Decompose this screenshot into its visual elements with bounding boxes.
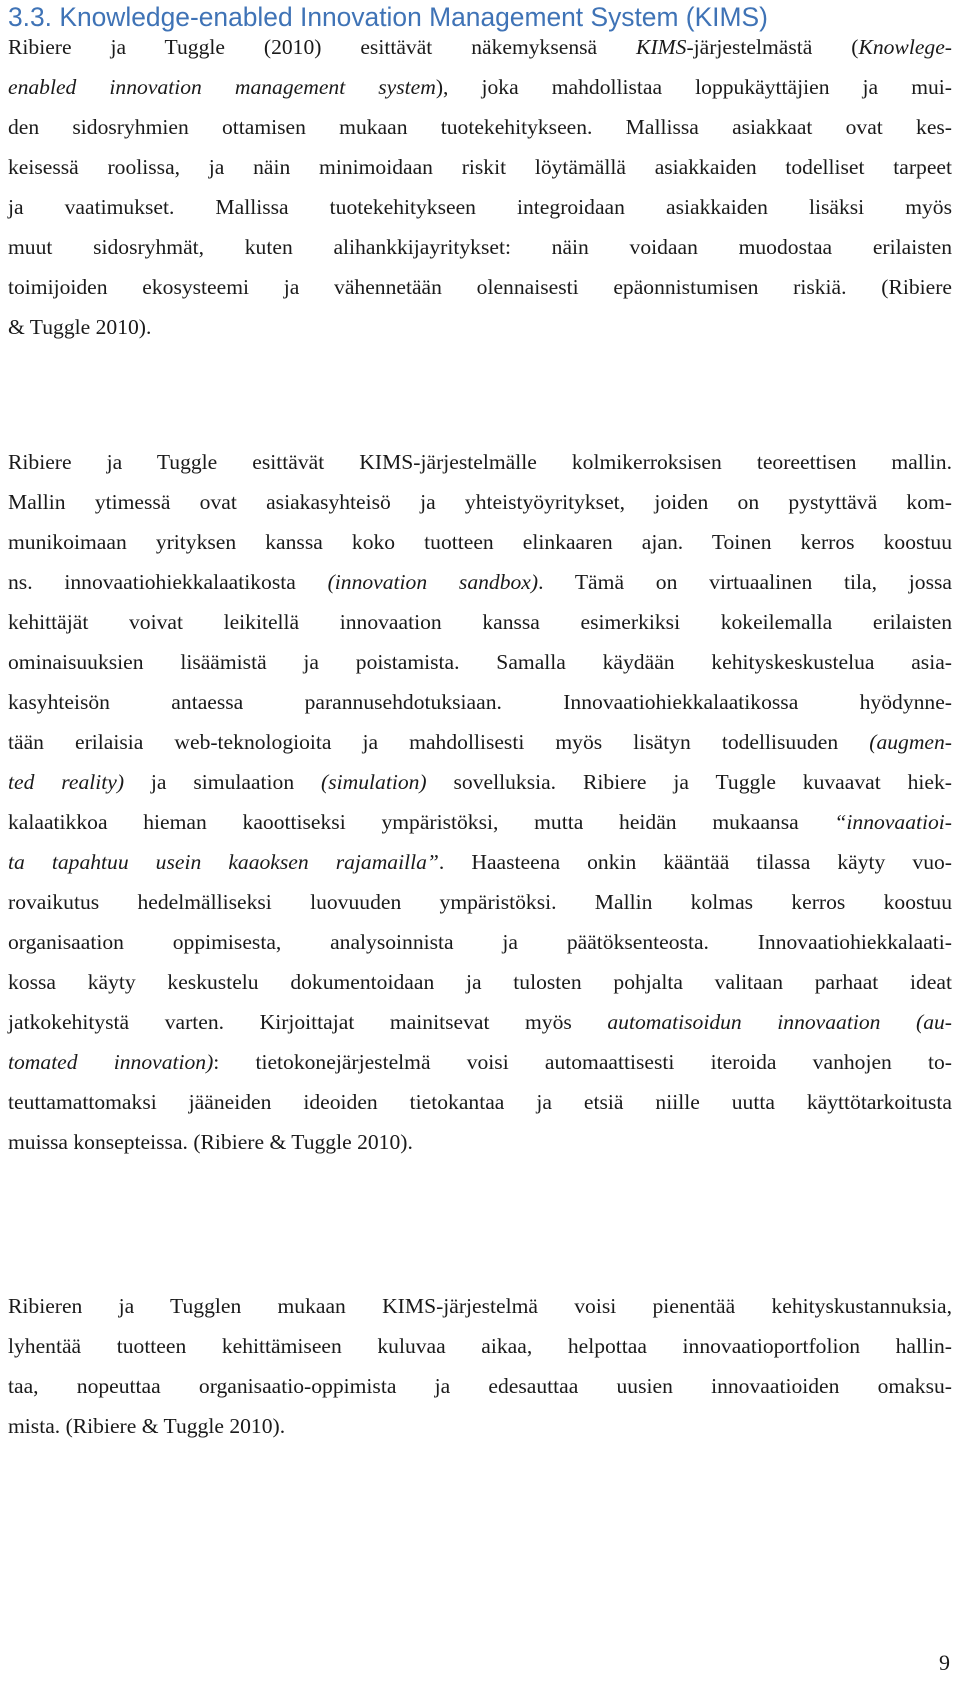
text-line (8, 442, 952, 482)
paragraph-kims-benefits (8, 1286, 952, 1446)
text-line (8, 762, 952, 802)
text-segment: organisaation oppimisesta, analysoinnista ja päätöksenteosta. Innovaatiohiekkalaati- (8, 930, 952, 954)
text-segment: muut sidosryhmät, kuten alihankkijayritykset: näin voidaan muodostaa erilaisten (8, 235, 952, 259)
text-line (8, 922, 952, 962)
text-segment: sovelluksia. Ribiere ja Tuggle kuvaavat hiek- (426, 770, 952, 794)
text-segment: keisessä roolissa, ja näin minimoidaan riskit löytämällä asiakkaiden todelliset tarpeet (8, 155, 952, 179)
text-segment: kehittäjät voivat leikitellä innovaation kanssa esimerkiksi kokeilemalla erilaisten (8, 610, 952, 634)
text-segment: Mallin ytimessä ovat asiakasyhteisö ja yhteistyöyritykset, joiden on pystyttävä kom- (8, 490, 952, 514)
text-segment: lyhentää tuotteen kehittämiseen kuluvaa aikaa, helpottaa innovaatioportfolion hallin- (8, 1334, 952, 1358)
text-line (8, 682, 952, 722)
page-number: 9 (939, 1650, 950, 1675)
text-line (8, 522, 952, 562)
text-segment: toimijoiden ekosysteemi ja vähennetään olennaisesti epäonnistumisen riskiä. (Ribiere (8, 275, 952, 299)
text-line (8, 1406, 952, 1446)
italic-term: ted reality) (8, 770, 125, 794)
text-line (8, 1326, 952, 1366)
text-line (8, 1366, 952, 1406)
text-line (8, 802, 952, 842)
italic-term: (simulation) (321, 770, 427, 794)
text-line (8, 1286, 952, 1326)
text-segment: rovaikutus hedelmälliseksi luovuuden ympäristöksi. Mallin kolmas kerros koostuu (8, 890, 952, 914)
text-line (8, 147, 952, 187)
text-segment: taa, nopeuttaa organisaatio-oppimista ja edesauttaa uusien innovaatioiden omaksu- (8, 1374, 952, 1398)
text-segment: ja simulaation (124, 770, 322, 794)
text-segment: Ribiere ja Tuggle (2010) esittävät näkemyksensä (8, 35, 637, 59)
text-line (8, 962, 952, 1002)
text-line (8, 482, 952, 522)
italic-term: “innovaatioi- (834, 810, 952, 834)
text-segment: kasyhteisön antaessa parannusehdotuksiaan. Innovaatiohiekkalaatikossa hyödynne- (8, 690, 952, 714)
text-segment: tään erilaisia web-teknologioita ja mahdollisesti myös lisätyn todellisuuden (8, 730, 870, 754)
text-segment: muissa konsepteissa. (Ribiere & Tuggle 2010). (8, 1130, 413, 1154)
paragraph-kims-intro (8, 27, 952, 347)
italic-term: tomated innovation) (8, 1050, 214, 1074)
text-segment: Ribieren ja Tugglen mukaan KIMS-järjestelmä voisi pienentää kehityskustannuksia, (8, 1294, 952, 1318)
text-segment: . Haasteena onkin kääntää tilassa käyty vuo- (438, 850, 952, 874)
italic-term: Knowlege- (858, 35, 952, 59)
text-segment: . Tämä on virtuaalinen tila, jossa (538, 570, 952, 594)
text-segment: ), joka mahdollistaa loppukäyttäjien ja mui- (435, 75, 952, 99)
italic-term: enabled innovation management system (8, 75, 436, 99)
text-line (8, 642, 952, 682)
text-segment: ja vaatimukset. Mallissa tuotekehitykseen integroidaan asiakkaiden lisäksi myös (8, 195, 952, 219)
text-line (8, 267, 952, 307)
text-segment: ns. innovaatiohiekkalaatikosta (8, 570, 328, 594)
italic-term: automatisoidun innovaation (au- (607, 1010, 952, 1034)
text-line (8, 1122, 952, 1162)
text-line (8, 107, 952, 147)
text-segment: Ribiere ja Tuggle esittävät KIMS-järjestelmälle kolmikerroksisen teoreettisen mallin. (8, 450, 952, 474)
text-segment: -järjestelmästä ( (686, 35, 859, 59)
text-segment: mista. (Ribiere & Tuggle 2010). (8, 1414, 286, 1438)
italic-term: (augmen- (869, 730, 952, 754)
text-segment: kalaatikkoa hieman kaoottiseksi ympäristöksi, mutta heidän mukaansa (8, 810, 835, 834)
text-line (8, 27, 952, 67)
paragraph-three-layer-model (8, 442, 952, 1162)
text-segment: jatkokehitystä varten. Kirjoittajat mainitsevat myös (8, 1010, 608, 1034)
text-segment: : tietokonejärjestelmä voisi automaattisesti iteroida vanhojen to- (213, 1050, 952, 1074)
text-line (8, 722, 952, 762)
text-line (8, 227, 952, 267)
italic-term: ta tapahtuu usein kaaoksen rajamailla” (8, 850, 439, 874)
text-line (8, 1002, 952, 1042)
text-segment: & Tuggle 2010). (8, 315, 152, 339)
text-segment: kossa käyty keskustelu dokumentoidaan ja tulosten pohjalta valitaan parhaat ideat (8, 970, 952, 994)
text-line (8, 882, 952, 922)
section-heading: 3.3. Knowledge-enabled Innovation Management System (KIMS) (8, 2, 768, 32)
text-line (8, 67, 952, 107)
text-line (8, 307, 952, 347)
text-segment: den sidosryhmien ottamisen mukaan tuotekehitykseen. Mallissa asiakkaat ovat kes- (8, 115, 952, 139)
text-line (8, 602, 952, 642)
text-line (8, 842, 952, 882)
text-line (8, 1042, 952, 1082)
text-line (8, 1082, 952, 1122)
text-segment: ominaisuuksien lisäämistä ja poistamista. Samalla käydään kehityskeskustelua asia- (8, 650, 952, 674)
text-segment: teuttamattomaksi jääneiden ideoiden tietokantaa ja etsiä niille uutta käyttötarkoitusta (8, 1090, 952, 1114)
text-line (8, 187, 952, 227)
text-segment: munikoimaan yrityksen kanssa koko tuotteen elinkaaren ajan. Toinen kerros koostuu (8, 530, 952, 554)
text-line (8, 562, 952, 602)
italic-term: KIMS (636, 35, 687, 59)
italic-term: (innovation sandbox) (327, 570, 539, 594)
